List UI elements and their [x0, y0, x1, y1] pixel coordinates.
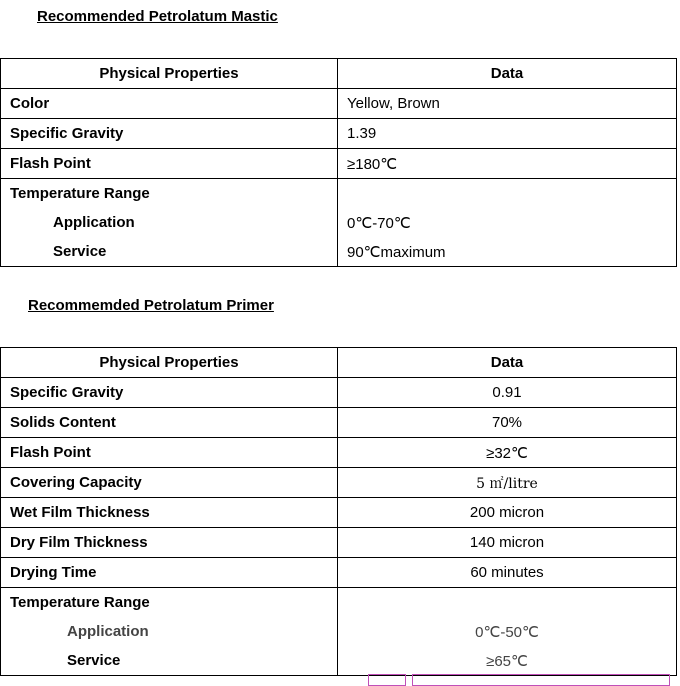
property-label: Drying Time: [1, 558, 338, 588]
property-value: [338, 588, 677, 618]
property-label: Wet Film Thickness: [1, 498, 338, 528]
property-value: Yellow, Brown: [338, 89, 677, 119]
table-row: [1, 498, 677, 528]
property-label: Flash Point: [1, 438, 338, 468]
table-row: [1, 149, 677, 179]
table-row: [1, 646, 677, 676]
table-row: [1, 179, 677, 209]
property-value: 70%: [338, 408, 677, 438]
mastic-table: [0, 58, 677, 267]
property-label: Temperature Range: [1, 179, 338, 209]
table-row: [1, 378, 677, 408]
property-value: 0℃-50℃: [338, 617, 677, 646]
property-value: 0℃-70℃: [338, 208, 677, 237]
mastic-title: Recommended Petrolatum Mastic: [37, 8, 278, 25]
property-label: Temperature Range: [1, 588, 338, 618]
property-label: Color: [1, 89, 338, 119]
property-label: Specific Gravity: [1, 378, 338, 408]
property-value: ≥180℃: [338, 149, 677, 179]
property-value: 140 micron: [338, 528, 677, 558]
property-label: Service: [1, 237, 338, 267]
table-row: [1, 558, 677, 588]
table-row: [1, 89, 677, 119]
table-row: [1, 237, 677, 267]
property-label: Dry Film Thickness: [1, 528, 338, 558]
property-value: 200 micron: [338, 498, 677, 528]
decorative-frame-right: [412, 674, 670, 686]
table-header-row: [1, 59, 677, 89]
property-label: Solids Content: [1, 408, 338, 438]
table-row: [1, 208, 677, 237]
table-row: [1, 617, 677, 646]
primer-table: [0, 347, 677, 676]
property-value: 0.91: [338, 378, 677, 408]
property-value: ≥65℃: [338, 646, 677, 676]
property-label: Service: [1, 646, 338, 676]
property-value: ≥32℃: [338, 438, 677, 468]
header-data: Data: [338, 348, 677, 378]
table-row: [1, 468, 677, 498]
table-row: [1, 119, 677, 149]
property-value: 1.39: [338, 119, 677, 149]
decorative-frame-left: [368, 674, 406, 686]
property-label: Application: [1, 208, 338, 237]
table-row: [1, 588, 677, 618]
table-row: [1, 528, 677, 558]
property-value: 90℃maximum: [338, 237, 677, 267]
property-label: Flash Point: [1, 149, 338, 179]
property-value: 5 ㎡/litre: [338, 468, 677, 498]
property-label: Covering Capacity: [1, 468, 338, 498]
header-data: Data: [338, 59, 677, 89]
primer-title: Recommemded Petrolatum Primer: [28, 297, 274, 314]
property-label: Specific Gravity: [1, 119, 338, 149]
header-physical-properties: Physical Properties: [1, 59, 338, 89]
table-row: [1, 408, 677, 438]
property-label: Application: [1, 617, 338, 646]
property-value: [338, 179, 677, 209]
table-row: [1, 438, 677, 468]
header-physical-properties: Physical Properties: [1, 348, 338, 378]
property-value: 60 minutes: [338, 558, 677, 588]
table-header-row: [1, 348, 677, 378]
